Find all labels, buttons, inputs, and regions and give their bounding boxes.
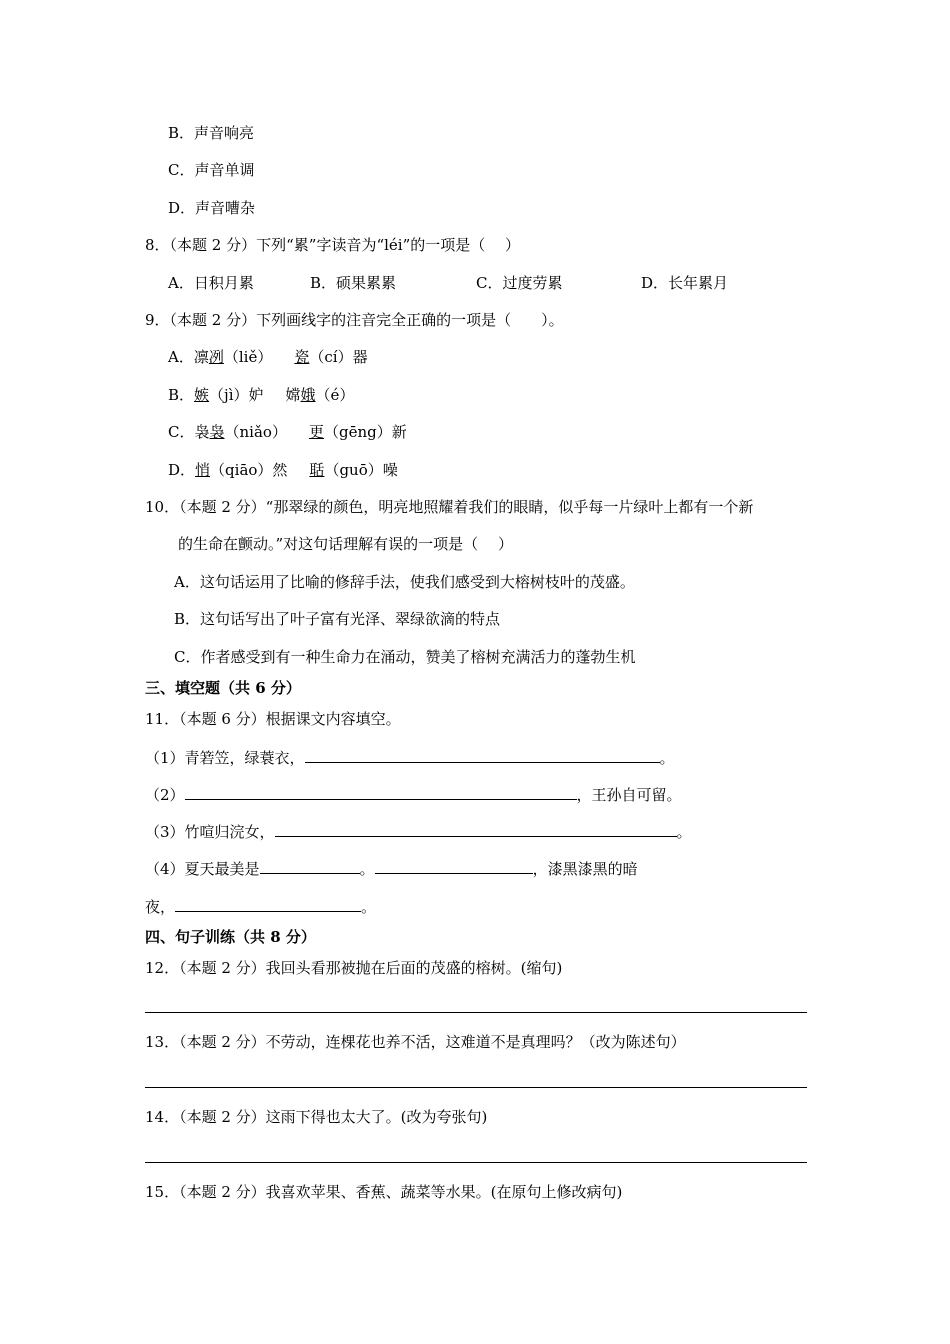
pinyin: （liě） xyxy=(223,348,273,366)
q10-option-a: A．这句话运用了比喻的修辞手法，使我们感受到大榕树枝叶的茂盛。 xyxy=(174,573,635,591)
option-text: 袅 xyxy=(194,423,210,441)
q13-stem: 13．（本题 2 分）不劳动，连棵花也养不活，这难道不是真理吗？（改为陈述句） xyxy=(145,1033,686,1051)
answer-blank[interactable] xyxy=(275,821,677,837)
option-letter: C． xyxy=(168,161,195,179)
q10-option-b: B．这句话写出了叶子富有光泽、翠绿欲滴的特点 xyxy=(174,610,501,628)
answer-blank[interactable] xyxy=(260,858,360,874)
pinyin: （cí）器 xyxy=(309,348,368,366)
q7-option-d xyxy=(168,198,255,218)
q9-stem: 9．（本题 2 分）下列画线字的注音完全正确的一项是（ ）。 xyxy=(145,311,564,329)
pinyin: （gēng）新 xyxy=(323,423,407,441)
q14-answer-line[interactable] xyxy=(145,1162,807,1163)
q11-stem: 11．（本题 6 分）根据课文内容填空。 xyxy=(145,710,401,728)
fill-text: （2） xyxy=(145,786,185,804)
answer-blank[interactable] xyxy=(375,858,533,874)
q15-stem: 15．（本题 2 分）我喜欢苹果、香蕉、蔬菜等水果。(在原句上修改病句) xyxy=(145,1183,623,1201)
q10-stem-line2: 的生命在颤动。”对这句话理解有误的一项是（ ） xyxy=(178,535,513,553)
pinyin: （é） xyxy=(315,386,355,404)
answer-blank[interactable] xyxy=(175,896,361,912)
option-letter: B． xyxy=(168,124,195,142)
option-letter: C． xyxy=(168,423,195,441)
answer-blank[interactable] xyxy=(185,784,577,800)
q9-option-d xyxy=(168,460,398,480)
q11-fill-3 xyxy=(145,821,692,842)
fill-text: （3）竹喧归浣女， xyxy=(145,823,275,841)
fill-text: 。 xyxy=(659,749,675,767)
option-text: 声音响亮 xyxy=(194,124,255,142)
fill-text: ，王孙自可留。 xyxy=(576,786,682,804)
option-text: 声音单调 xyxy=(194,161,255,179)
q9-option-c xyxy=(168,422,407,442)
section-3-title: 三、填空题（共 6 分） xyxy=(145,679,301,697)
q10-option-c: C．作者感受到有一种生命力在涌动，赞美了榕树充满活力的蓬勃生机 xyxy=(174,648,636,666)
underlined-char: 更 xyxy=(308,423,324,441)
option-text: 声音嘈杂 xyxy=(195,199,256,217)
answer-blank[interactable] xyxy=(305,747,660,763)
q13-answer-line[interactable] xyxy=(145,1087,807,1088)
option-letter: B． xyxy=(168,386,195,404)
underlined-char: 娥 xyxy=(300,386,316,404)
q8-option-b: B．硕果累累 xyxy=(310,274,397,292)
fill-text: ，漆黑漆黑的暗 xyxy=(532,860,638,878)
q7-option-c xyxy=(168,160,255,180)
fill-text: 。 xyxy=(359,860,375,878)
q8-option-c: C．过度劳累 xyxy=(476,274,563,292)
q7-option-b xyxy=(168,123,254,143)
q14-stem: 14．（本题 2 分）这雨下得也太大了。(改为夸张句) xyxy=(145,1108,488,1126)
option-letter: D． xyxy=(168,461,196,479)
pinyin: （jì）妒 xyxy=(209,386,264,404)
underlined-char: 悄 xyxy=(195,461,211,479)
q12-stem: 12．（本题 2 分）我回头看那被抛在后面的茂盛的榕树。(缩句) xyxy=(145,959,563,977)
q8-option-a: A．日积月累 xyxy=(168,274,254,292)
underlined-char: 嫉 xyxy=(194,386,210,404)
q9-option-b xyxy=(168,385,354,405)
option-letter: A． xyxy=(168,348,194,366)
fill-text: 。 xyxy=(361,898,377,916)
fill-text: 夜， xyxy=(145,898,176,916)
q11-fill-1 xyxy=(145,747,675,768)
q9-option-a xyxy=(168,347,368,367)
option-letter: D． xyxy=(168,199,196,217)
q11-fill-2 xyxy=(145,784,682,805)
fill-text: 。 xyxy=(676,823,692,841)
pinyin: （niǎo） xyxy=(224,423,287,441)
q8-stem: 8．（本题 2 分）下列“累”字读音为“léi”的一项是（ ） xyxy=(145,236,521,254)
underlined-char: 瓷 xyxy=(294,348,310,366)
underlined-char: 聒 xyxy=(309,461,325,479)
q11-fill-4 xyxy=(145,858,638,879)
fill-text: （1）青箬笠，绿蓑衣， xyxy=(145,749,305,767)
pinyin: （guō）噪 xyxy=(324,461,398,479)
q11-fill-4-cont xyxy=(145,896,376,917)
option-text: 凛 xyxy=(193,348,209,366)
underlined-char: 袅 xyxy=(209,423,225,441)
underlined-char: 冽 xyxy=(208,348,224,366)
option-text: 嫦 xyxy=(285,386,301,404)
q8-option-d: D．长年累月 xyxy=(641,274,729,292)
pinyin: （qiāo）然 xyxy=(210,461,288,479)
fill-text: （4）夏天最美是 xyxy=(145,860,260,878)
q12-answer-line[interactable] xyxy=(145,1012,807,1013)
section-4-title: 四、句子训练（共 8 分） xyxy=(145,928,316,946)
q10-stem-line1: 10．（本题 2 分）“那翠绿的颜色，明亮地照耀着我们的眼睛，似乎每一片绿叶上都有一个新 xyxy=(145,498,754,516)
